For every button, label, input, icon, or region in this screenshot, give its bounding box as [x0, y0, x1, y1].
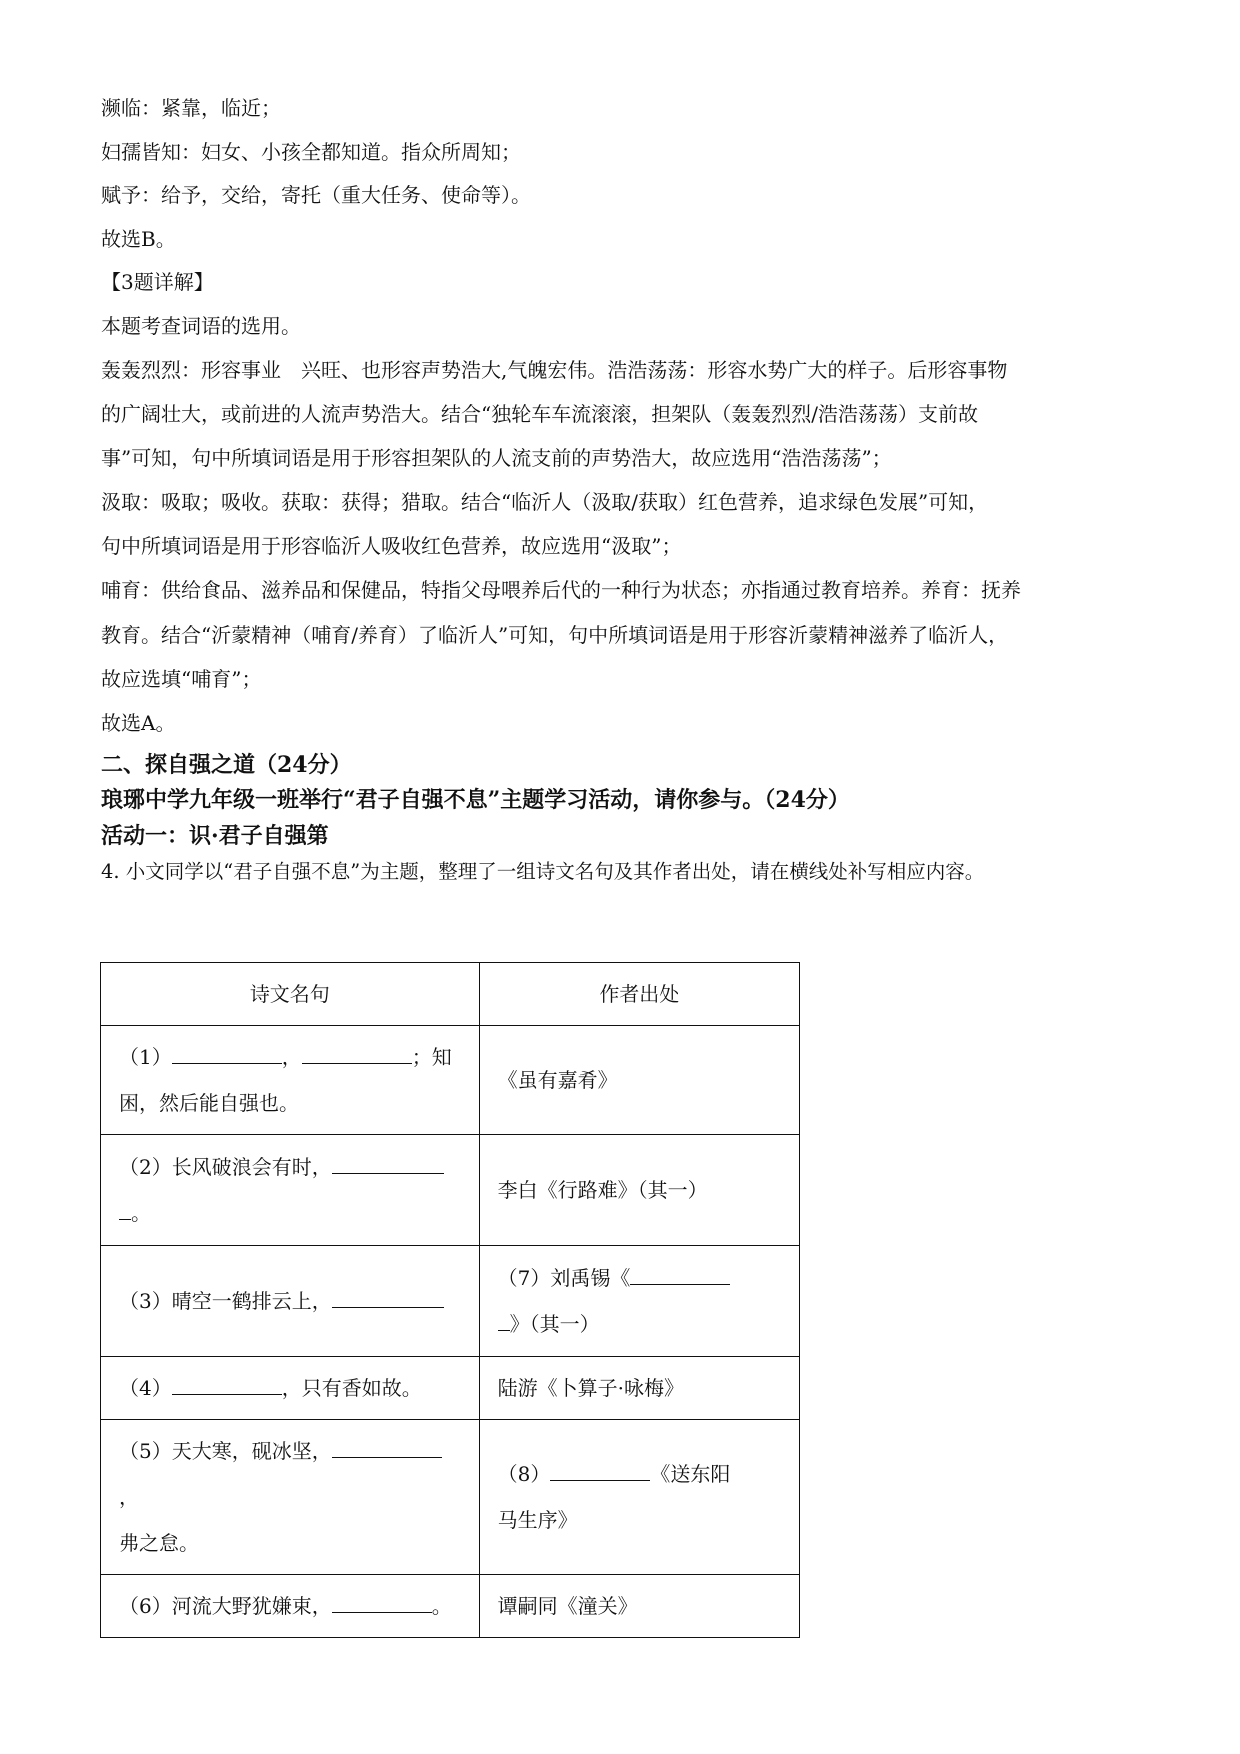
answer-blank[interactable]: [332, 1153, 444, 1174]
punct: ，: [281, 1045, 302, 1069]
text-line: 濒临：紧靠，临近；: [101, 96, 281, 120]
quote-text: ；知: [411, 1045, 452, 1069]
quote-cell: [101, 1420, 480, 1575]
question-text: 4. 小文同学以“君子自强不息”为主题，整理了一组诗文名句及其作者出处，请在横线处补写相应内容。: [101, 860, 985, 883]
answer-blank[interactable]: [172, 1374, 282, 1395]
poem-table: [100, 962, 800, 1638]
section-heading: 【3题详解】: [101, 270, 214, 294]
text-line: 妇孺皆知：妇女、小孩全都知道。指众所周知；: [101, 140, 521, 164]
source-cell: 《虽有嘉肴》: [479, 1026, 799, 1135]
table-row: [101, 1357, 800, 1420]
source-cell: [479, 1246, 799, 1357]
text-line: 轰轰烈烈：形容事业 兴旺、也形容声势浩大,气魄宏伟。浩浩荡荡：形容水势广大的样子。后形容事物: [101, 358, 1008, 382]
quote-cell: [101, 1026, 480, 1135]
quote-cell: [101, 1357, 480, 1420]
text-line: 汲取：吸取；吸收。获取：获得；猎取。结合“临沂人（汲取/获取）红色营养，追求绿色发展”可知，: [101, 490, 989, 514]
table-row: [101, 1135, 800, 1246]
punct: 。: [131, 1201, 151, 1225]
text-line: 句中所填词语是用于形容临沂人吸收红色营养，故应选用“汲取”；: [101, 534, 682, 558]
answer-blank[interactable]: [332, 1437, 442, 1458]
source-cell: 李白《行路难》（其一）: [479, 1135, 799, 1246]
table-row: [101, 1575, 800, 1638]
answer-blank[interactable]: [550, 1460, 650, 1481]
table-row: [101, 1420, 800, 1575]
punct: ，: [119, 1485, 139, 1509]
item-label: （1）: [119, 1045, 172, 1069]
punct: 。: [431, 1594, 452, 1618]
item-label: （4）: [119, 1376, 172, 1400]
quote-text: （3）晴空一鹤排云上，: [119, 1289, 332, 1313]
text-line: 事”可知，句中所填词语是用于形容担架队的人流支前的声势浩大，故应选用“浩浩荡荡”；: [101, 446, 892, 470]
quote-text: 困，然后能自强也。: [119, 1091, 299, 1115]
answer-blank[interactable]: [119, 1199, 131, 1220]
section-title: 二、探自强之道（24分）: [101, 752, 352, 778]
answer-blank[interactable]: [302, 1043, 412, 1064]
text-line: 教育。结合“沂蒙精神（哺育/养育）了临沂人”可知，句中所填词语是用于形容沂蒙精神滋养了临沂人，: [101, 623, 1009, 647]
answer-blank[interactable]: [332, 1287, 444, 1308]
item-label: （8）: [497, 1462, 551, 1486]
quote-text: ，只有香如故。: [281, 1376, 422, 1400]
text-line: 哺育：供给食品、滋养品和保健品，特指父母喂养后代的一种行为状态；亦指通过教育培养。养育：抚养: [101, 578, 1021, 602]
text-line: 本题考查词语的选用。: [101, 314, 301, 338]
activity-title: 活动一：识·君子自强第: [101, 823, 329, 849]
text-line: 赋予：给予，交给，寄托（重大任务、使命等）。: [101, 183, 531, 207]
source-text: 《送东阳: [650, 1462, 731, 1486]
text-line: 故选B。: [101, 227, 176, 251]
source-text: 》（其一）: [509, 1312, 600, 1336]
text-line: 故应选填“哺育”；: [101, 667, 262, 691]
answer-blank[interactable]: [498, 1310, 510, 1331]
answer-blank[interactable]: [332, 1592, 432, 1613]
source-cell: 谭嗣同《潼关》: [479, 1575, 799, 1638]
source-text: 马生序》: [497, 1508, 578, 1532]
quote-text: （5）天大寒，砚冰坚，: [119, 1439, 332, 1463]
table-row: [101, 1026, 800, 1135]
source-cell: 陆游《卜算子·咏梅》: [479, 1357, 799, 1420]
quote-cell: [101, 1246, 480, 1357]
answer-blank[interactable]: [630, 1264, 730, 1285]
text-line: 的广阔壮大，或前进的人流声势浩大。结合“独轮车车流滚滚，担架队（轰轰烈烈/浩浩荡荡）支前故: [101, 402, 978, 426]
header-cell: 诗文名句: [101, 963, 480, 1026]
quote-text: （2）长风破浪会有时，: [119, 1155, 332, 1179]
quote-cell: [101, 1575, 480, 1638]
quote-text: （6）河流大野犹嫌束，: [119, 1594, 332, 1618]
section-intro: 琅琊中学九年级一班举行“君子自强不息”主题学习活动，请你参与。（24分）: [101, 787, 850, 813]
table-header-row: [101, 963, 800, 1026]
table-row: [101, 1246, 800, 1357]
header-cell: 作者出处: [479, 963, 799, 1026]
quote-cell: [101, 1135, 480, 1246]
quote-text: 弗之怠。: [119, 1531, 199, 1555]
source-text: （7）刘禹锡《: [497, 1266, 631, 1290]
source-cell: [479, 1420, 799, 1575]
answer-blank[interactable]: [172, 1043, 282, 1064]
text-line: 故选A。: [101, 711, 176, 735]
